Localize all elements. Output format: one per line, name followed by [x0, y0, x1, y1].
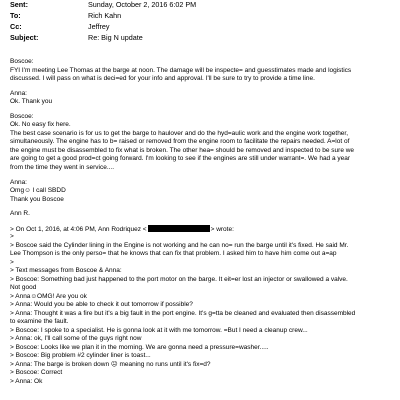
body-line: > Boscoe: Big problem #2 cylinder liner is toast... [10, 352, 151, 360]
to-label: To: [10, 11, 21, 20]
cc-value: Jeffrey [88, 22, 110, 31]
body-line: Not good [10, 284, 37, 292]
body-line: the engine must be disassembled to fix what is broken. The other hea= should be removed and inspected to be sure we [10, 146, 355, 154]
signature-line: Ann R. [10, 210, 30, 218]
body-line: Omg☺ I call SBDD [10, 187, 66, 195]
quote-intro-tail: > wrote: [210, 225, 234, 233]
body-line: > Anna: The barge is broken down ☹ meaning no runs until it's fix=d? [10, 360, 211, 368]
signature [10, 210, 394, 219]
sent-label: Sent: [10, 0, 28, 9]
subject-label: Subject: [10, 33, 39, 42]
paragraph-boscoe-2 [10, 113, 394, 173]
quote-intro-text: > On Oct 1, 2016, at 4:06 PM, Ann Rodriquez < [10, 225, 147, 233]
body-line: FYI I'm meeting Lee Thomas at the barge at noon. The damage will be inspecte= and guesstimates made and logistics [10, 66, 352, 74]
body-line: Lee Thompson is the only perso= that he knows that can fix that problem. I asked him to have him come out a=ap [10, 250, 337, 258]
email-body [10, 58, 394, 386]
body-line: Anna: [10, 178, 27, 186]
sent-value: Sunday, October 2, 2016 6:02 PM [88, 0, 197, 9]
body-line: from the time they went in service.... [10, 163, 115, 171]
body-line: > Anna: Ok [10, 377, 43, 385]
body-line: Boscoe: [10, 112, 34, 120]
body-line: > Anna: Thought it was a fire but it's a big fault in the port engine. It's g=tta be cleaned and evaluated then disassembled [10, 309, 356, 317]
body-line: Ok. No easy fix here. [10, 121, 71, 129]
body-line: > Anna: ok, I'll call some of the guys right now [10, 335, 142, 343]
body-line: > Anna☺OMG! Are you ok [10, 292, 87, 300]
body-line: to examine the fault. [10, 318, 69, 326]
paragraph-anna-1 [10, 90, 394, 107]
to-value: Rich Kahn [88, 11, 122, 20]
body-line: > Boscoe: Correct [10, 369, 63, 377]
body-line: > Boscoe said the Cylinder lining in the Engine is not working and he can no= run the barge until it's fixed. He said Mr. [10, 241, 349, 249]
body-line: discussed. I will pass on what is deci=ed for your info and approval. I'll be sure to try to provide a time line. [10, 75, 315, 82]
redacted-email [148, 225, 210, 232]
body-line: > Text messages from Boscoe & Anna: [10, 267, 122, 275]
body-line: > Anna: Would you be able to check it out tomorrow if possible? [10, 301, 193, 309]
paragraph-boscoe-1 [10, 58, 394, 84]
body-line: simultaneously. The engine has to b= raised or removed from the engine room to facilitate the repairs needed. A=lot of [10, 138, 350, 146]
body-line: Boscoe: [10, 58, 34, 65]
body-line: Thank you Boscoe [10, 195, 64, 203]
body-line: The best case scenario is for us to get the barge to haulover and do the hyd=aulic work and the engine work together, [10, 129, 349, 137]
cc-label: Cc: [10, 22, 22, 31]
body-line: > Boscoe: Something bad just happened to the port motor on the barge. It eit=er lost an injector or swallowed a valve. [10, 275, 348, 283]
paragraph-anna-2 [10, 179, 394, 205]
body-line: > Boscoe: I spoke to a specialist. He is gonna look at it with me tomorrow. =But I need a cleanup crew... [10, 326, 308, 334]
body-line: > Boscoe: Looks like we plan it in the morning. We are gonna need a pressure=washer..... [10, 343, 269, 351]
body-line: are going to get a good prod=ct going forward. I'm looking to see if the engines are still under warrant=. We had a year [10, 155, 351, 163]
subject-value: Re: Big N update [88, 33, 143, 42]
body-line: Anna: [10, 89, 27, 97]
body-line: > [10, 258, 14, 266]
quote-intro [10, 225, 394, 234]
body-line: Ok. Thank you [10, 98, 53, 106]
quoted-message [10, 225, 394, 387]
body-line: > [10, 233, 14, 241]
